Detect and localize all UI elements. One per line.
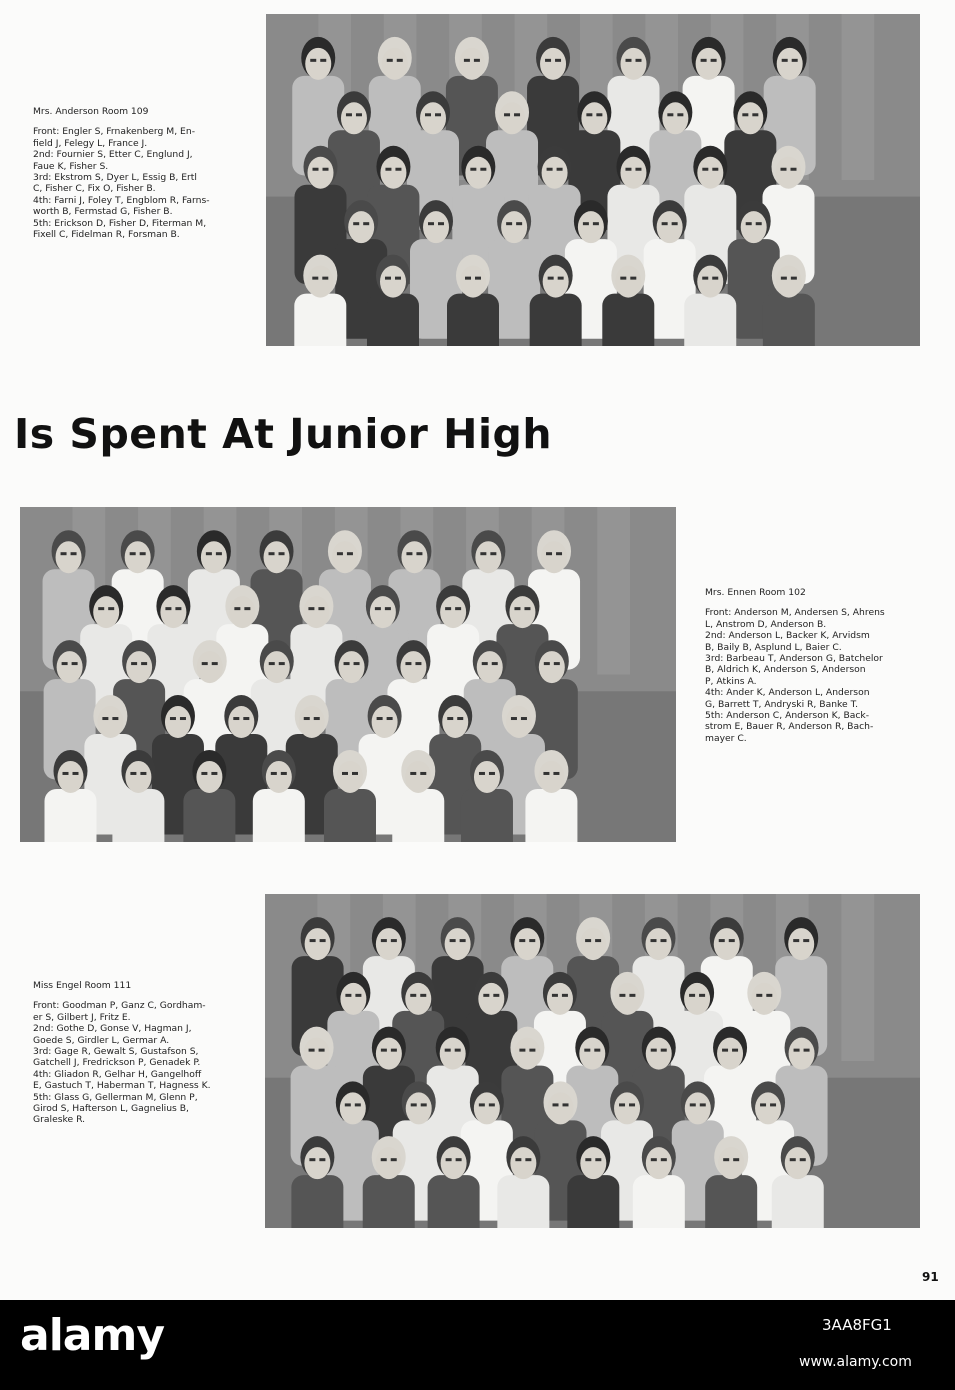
caption-line: Gatchell J, Fredrickson P, Genadek P. [33, 1057, 201, 1069]
caption-room-111 [33, 980, 258, 1126]
caption-line: B, Baily B, Asplund L, Baier C. [705, 641, 842, 653]
teacher-room-label: Mrs. Anderson Room 109 [33, 106, 149, 117]
caption-line: Girod S, Hafterson L, Gagnelius B, [33, 1103, 189, 1115]
caption-line: strom E, Bauer R, Anderson R, Bach- [705, 721, 874, 733]
caption-line: Goede S, Girdler L, Germar A. [33, 1034, 170, 1046]
page-number: 91 [922, 1270, 939, 1284]
alamy-logo: alamy [20, 1310, 164, 1361]
caption-line: 5th: Anderson C, Anderson K, Back- [705, 710, 870, 722]
caption-line: 4th: Gliadon R, Gelhar H, Gangelhoff [33, 1068, 202, 1080]
caption-line: 5th: Erickson D, Fisher D, Fiterman M, [33, 217, 207, 229]
caption-line: Front: Engler S, Frnakenberg M, En- [33, 126, 196, 138]
caption-line: E, Gastuch T, Haberman T, Hagness K. [33, 1080, 211, 1092]
caption-line: 5th: Glass G, Gellerman M, Glenn P, [33, 1091, 198, 1103]
caption-line: 2nd: Fournier S, Etter C, Englund J, [33, 149, 193, 161]
teacher-room-label: Miss Engel Room 111 [33, 980, 132, 991]
caption-line: 3rd: Barbeau T, Anderson G, Batchelor [705, 653, 883, 665]
caption-line: 3rd: Gage R, Gewalt S, Gustafson S, [33, 1046, 199, 1058]
caption-line: C, Fisher C, Fix O, Fisher B. [33, 183, 156, 195]
page-headline: Is Spent At Junior High [14, 410, 553, 458]
caption-line: G, Barrett T, Andryski R, Banke T. [705, 698, 859, 710]
caption-line: P, Atkins A. [705, 675, 757, 687]
caption-line: 4th: Ander K, Anderson L, Anderson [705, 687, 870, 699]
caption-line: 3rd: Ekstrom S, Dyer L, Essig B, Ertl [33, 172, 197, 184]
caption-line: er S, Gilbert J, Fritz E. [33, 1011, 131, 1023]
class-photo-room-111 [265, 894, 920, 1228]
caption-line: B, Aldrich K, Anderson S, Anderson [705, 664, 866, 676]
caption-line: Front: Anderson M, Andersen S, Ahrens [705, 607, 885, 619]
caption-line: L, Anstrom D, Anderson B. [705, 618, 827, 630]
caption-room-102 [705, 587, 930, 744]
caption-line: 4th: Farni J, Foley T, Engblom R, Farns- [33, 194, 210, 206]
class-photo-room-102 [20, 507, 676, 842]
caption-line: mayer C. [705, 732, 747, 744]
caption-room-109 [33, 106, 258, 240]
caption-line: Front: Goodman P, Ganz C, Gordham- [33, 1000, 206, 1012]
caption-line: field J, Felegy L, France J. [33, 137, 148, 149]
watermark-url: www.alamy.com [799, 1354, 912, 1370]
class-photo-room-109 [266, 14, 920, 346]
caption-line: 2nd: Anderson L, Backer K, Arvidsm [705, 630, 870, 642]
caption-line: 2nd: Gothe D, Gonse V, Hagman J, [33, 1023, 192, 1035]
caption-line: Fixell C, Fidelman R, Forsman B. [33, 229, 180, 241]
caption-line: worth B, Fermstad G, Fisher B. [33, 206, 173, 218]
caption-line: Graleske R. [33, 1114, 86, 1126]
caption-line: Faue K, Fisher S. [33, 160, 109, 172]
image-reference: 3AA8FG1 [822, 1316, 892, 1334]
teacher-room-label: Mrs. Ennen Room 102 [705, 587, 806, 598]
